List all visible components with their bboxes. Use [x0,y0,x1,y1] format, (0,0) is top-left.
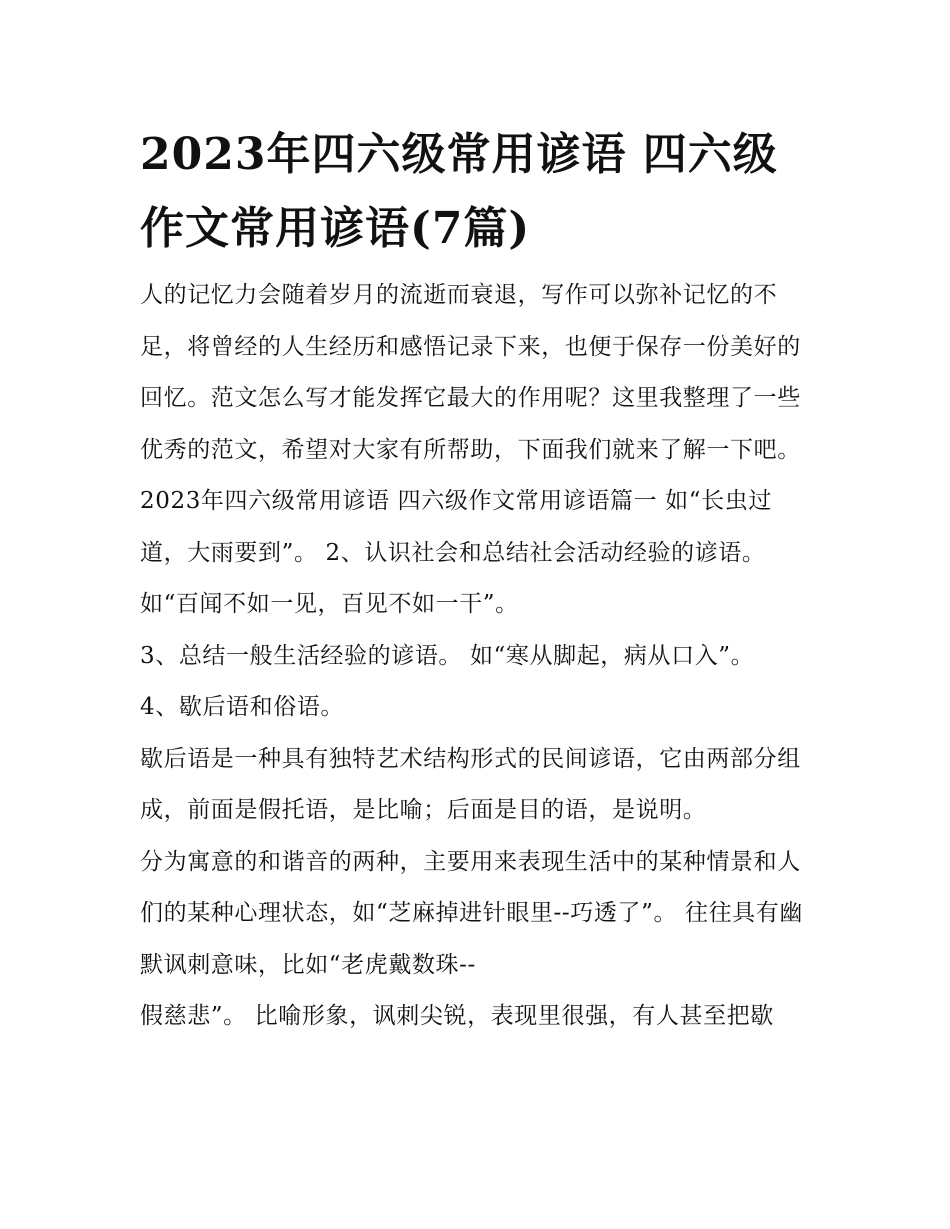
paragraph-continuation: 假慈悲”。 比喻形象，讽刺尖锐，表现里很强，有人甚至把歇 [140,1003,774,1029]
paragraph-intro: 人的记忆力会随着岁月的流逝而衰退，写作可以弥补记忆的不足，将曾经的人生经历和感悟记录下来，也便于保存一份美好的回忆。范文怎么写才能发挥它最大的作用呢？这里我整理了一些优秀的范文，希望对大家有所帮助，下面我们就来了解一下吧。 [140,282,801,463]
paragraph-example: 如“百闻不如一见，百见不如一干”。 [140,591,519,617]
paragraph-item-4: 4、歇后语和俗语。 [140,694,345,720]
paragraph-xiehouyu-types: 分为寓意的和谐音的两种，主要用来表现生活中的某种情景和人们的某种心理状态，如“芝麻掉进针眼里--巧透了”。 往往具有幽默讽刺意味，比如“老虎戴数珠-- [140,848,803,978]
paragraph-item-3: 3、总结一般生活经验的谚语。 如“寒从脚起，病从口入”。 [140,642,755,669]
document-page [140,118,815,1043]
paragraph-section-one: 2023年四六级常用谚语 四六级作文常用谚语篇一 如“长虫过道，大雨要到”。 2、认识社会和总结社会活动经验的谚语。 [140,488,772,566]
document-body [140,270,815,1043]
document-title: 2023年四六级常用谚语 四六级作文常用谚语(7篇) [140,129,778,254]
paragraph-xiehouyu-definition: 歇后语是一种具有独特艺术结构形式的民间谚语，它由两部分组成，前面是假托语，是比喻；后面是目的语，是说明。 [140,745,801,823]
